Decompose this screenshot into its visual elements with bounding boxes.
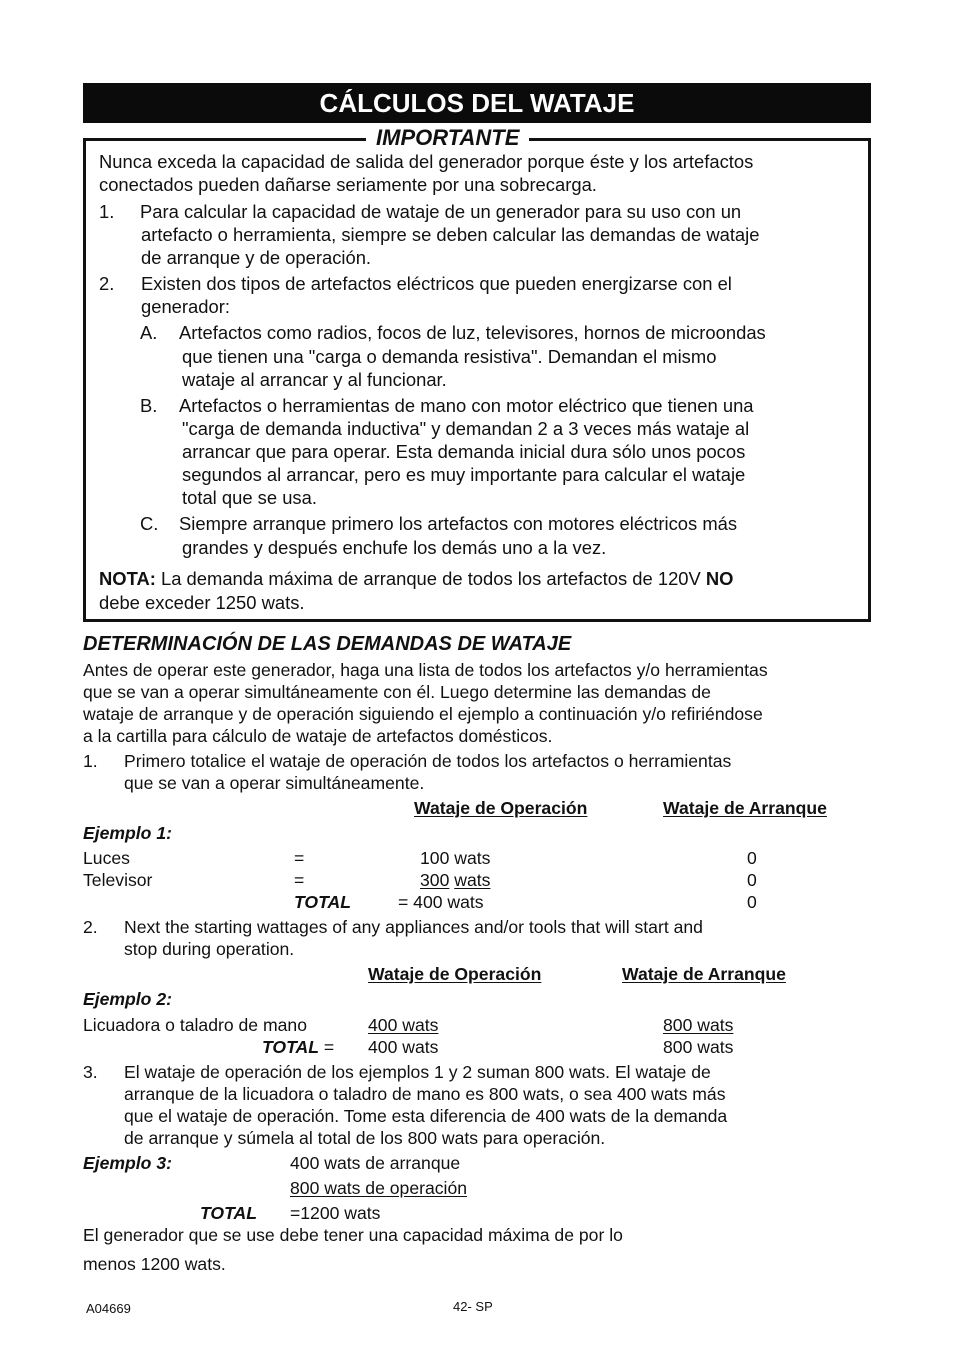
step-text: El wataje de operación de los ejemplos 1 y 2 suman 800 wats. El wataje de <box>124 1062 711 1082</box>
important-intro-line: Nunca exceda la capacidad de salida del generador porque éste y los artefactos <box>99 151 754 172</box>
column-header-arranque: Wataje de Arranque <box>663 798 827 818</box>
step-text: Primero totalice el wataje de operación de todos los artefactos o herramientas <box>124 751 732 771</box>
column-header-operacion: Wataje de Operación <box>414 798 588 818</box>
example-row-arr: 0 <box>747 870 757 890</box>
list-item-text: Para calcular la capacidad de wataje de un generador para su uso con un <box>140 201 742 222</box>
page-number: 42- SP <box>453 1299 493 1314</box>
example-row-name: Licuadora o taladro de mano <box>83 1015 307 1035</box>
example-line: 800 wats de operación <box>290 1178 468 1198</box>
sublist-text: grandes y después enchufe los demás uno a la vez. <box>182 537 607 558</box>
sublist-text: wataje al arrancar y al funcionar. <box>182 369 447 390</box>
step-text: que el wataje de operación. Tome esta diferencia de 400 wats de la demanda <box>124 1106 728 1126</box>
nota-text: La demanda máxima de arranque de todos los artefactos de 120V <box>155 568 706 589</box>
sublist-text: que tienen una "carga o demanda resistiva". Demandan el mismo <box>182 346 717 367</box>
sublist-text: total que se usa. <box>182 487 317 508</box>
sublist-text: Artefactos como radios, focos de luz, televisores, hornos de microondas <box>179 322 766 343</box>
sublist-letter: A. <box>140 322 158 343</box>
example-row-arr: 0 <box>747 848 757 868</box>
example-row-eq: = <box>294 848 305 868</box>
nota-no: NO <box>705 568 734 589</box>
total-value: =1200 wats <box>290 1203 381 1223</box>
step-text: Next the starting wattages of any appliances and/or tools that will start and <box>124 917 703 937</box>
example-row-name: Luces <box>83 848 130 868</box>
column-header-operacion: Wataje de Operación <box>368 964 542 984</box>
paragraph-line: que se van a operar simultáneamente con él. Luego determine las demandas de <box>83 682 711 702</box>
list-item-text: generador: <box>141 296 230 317</box>
total-eq: = <box>319 1037 335 1057</box>
important-intro-line: conectados pueden dañarse seriamente por una sobrecarga. <box>99 174 597 195</box>
sublist-letter: C. <box>140 513 159 534</box>
total-label: TOTAL <box>294 892 352 912</box>
conclusion-line: El generador que se use debe tener una capacidad máxima de por lo <box>83 1225 623 1245</box>
example-label: Ejemplo 1: <box>83 823 172 843</box>
example-line: 400 wats de arranque <box>290 1153 461 1173</box>
list-number: 2. <box>99 273 115 294</box>
example-row-name: Televisor <box>83 870 153 890</box>
list-item-text: de arranque y de operación. <box>141 247 372 268</box>
list-item-text: Existen dos tipos de artefactos eléctricos que pueden energizarse con el <box>141 273 732 294</box>
step-text: que se van a operar simultáneamente. <box>124 773 425 793</box>
example-label: Ejemplo 2: <box>83 989 172 1009</box>
total-arr: 800 wats <box>663 1037 734 1057</box>
important-label: IMPORTANTE <box>366 124 529 152</box>
step-number: 3. <box>83 1062 98 1082</box>
sublist-text: Artefactos o herramientas de mano con motor eléctrico que tienen una <box>179 395 754 416</box>
total-op: 400 wats <box>368 1037 439 1057</box>
sublist-letter: B. <box>140 395 158 416</box>
conclusion-line: menos 1200 wats. <box>83 1254 226 1274</box>
document-code: A04669 <box>86 1301 131 1316</box>
section-heading: DETERMINACIÓN DE LAS DEMANDAS DE WATAJE <box>83 633 572 655</box>
example-row-op: 100 wats <box>420 848 491 868</box>
total-arr: 0 <box>747 892 757 912</box>
example-row-op-unit: wats <box>454 870 491 890</box>
example-row-op: 400 wats <box>368 1015 439 1035</box>
step-number: 2. <box>83 917 98 937</box>
example-row-op-num: 300 <box>420 870 450 890</box>
nota-line-2: debe exceder 1250 wats. <box>99 592 305 613</box>
list-number: 1. <box>99 201 115 222</box>
total-label: TOTAL <box>200 1203 258 1223</box>
example-row-arr: 800 wats <box>663 1015 734 1035</box>
sublist-text: segundos al arrancar, pero es muy importante para calcular el wataje <box>182 464 746 485</box>
total-line <box>262 1036 334 1058</box>
paragraph-line: a la cartilla para cálculo de wataje de artefactos domésticos. <box>83 726 553 746</box>
paragraph-line: Antes de operar este generador, haga una lista de todos los artefactos y/o herramientas <box>83 660 768 680</box>
sublist-text: "carga de demanda inductiva" y demandan 2 a 3 veces más wataje al <box>182 418 750 439</box>
sublist-text: arrancar que para operar. Esta demanda inicial dura sólo unos pocos <box>182 441 746 462</box>
step-text: stop during operation. <box>124 939 295 959</box>
total-op: = 400 wats <box>398 892 484 912</box>
example-row-eq: = <box>294 870 305 890</box>
total-label: TOTAL <box>262 1037 320 1057</box>
list-item-text: artefacto o herramienta, siempre se deben calcular las demandas de wataje <box>141 224 760 245</box>
example-row-op <box>420 869 490 891</box>
step-text: arranque de la licuadora o taladro de mano es 800 wats, o sea 400 wats más <box>124 1084 726 1104</box>
nota-line <box>99 567 734 590</box>
page-title: CÁLCULOS DEL WATAJE <box>83 83 871 123</box>
example-label: Ejemplo 3: <box>83 1153 172 1173</box>
step-text: de arranque y súmela al total de los 800 wats para operación. <box>124 1128 606 1148</box>
sublist-text: Siempre arranque primero los artefactos con motores eléctricos más <box>179 513 738 534</box>
nota-label: NOTA: <box>99 568 156 589</box>
paragraph-line: wataje de arranque y de operación siguiendo el ejemplo a continuación y/o refiriéndose <box>83 704 763 724</box>
step-number: 1. <box>83 751 98 771</box>
column-header-arranque: Wataje de Arranque <box>622 964 786 984</box>
